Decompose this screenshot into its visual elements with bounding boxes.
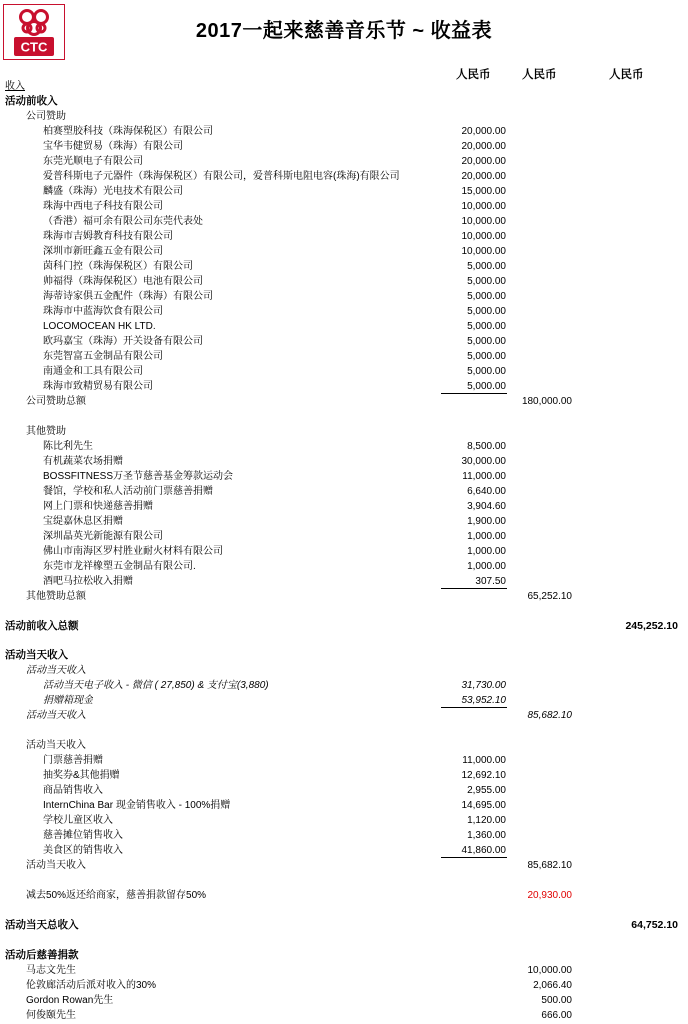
item-amount: 6,640.00	[467, 486, 506, 497]
list-item	[0, 514, 688, 529]
item-amount: 20,000.00	[461, 171, 506, 182]
item-amount: 1,000.00	[467, 561, 506, 572]
item-name: 门票慈善捐赠	[43, 755, 103, 766]
list-item	[0, 798, 688, 813]
list-item	[0, 469, 688, 484]
item-amount: 30,000.00	[461, 456, 506, 467]
item-name: 宝华韦健贸易（珠海）有限公司	[43, 141, 183, 152]
item-name: 美食区的销售收入	[43, 845, 123, 856]
total-amount: 180,000.00	[521, 396, 572, 407]
deduction-row	[0, 888, 688, 903]
item-name: 东莞光顺电子有限公司	[43, 156, 143, 167]
list-item	[0, 334, 688, 349]
item-name: BOSSFITNESS万圣节慈善基金筹款运动会	[43, 471, 234, 482]
item-amount: 11,000.00	[462, 471, 506, 482]
item-amount: 8,500.00	[467, 441, 506, 452]
list-item	[0, 259, 688, 274]
other-heading-row	[0, 424, 688, 439]
item-amount: 5,000.00	[467, 276, 506, 287]
item-amount: 5,000.00	[467, 321, 506, 332]
list-item	[0, 1008, 688, 1023]
item-amount: 500.00	[541, 995, 572, 1006]
list-item	[0, 349, 688, 364]
list-item	[0, 828, 688, 843]
total-label: 活动当天收入	[26, 860, 86, 871]
item-amount: 20,000.00	[461, 141, 506, 152]
list-item	[0, 454, 688, 469]
grand-total-label: 活动前收入总额	[5, 620, 79, 632]
list-item	[0, 229, 688, 244]
post-event-heading-row	[0, 948, 688, 963]
list-item	[0, 783, 688, 798]
list-item	[0, 244, 688, 259]
logo-text: CTC	[20, 39, 48, 55]
list-item	[0, 693, 688, 708]
item-name: 何俊颐先生	[26, 1010, 76, 1021]
item-name: 学校儿童区收入	[43, 815, 113, 826]
item-name: 深圳晶英光新能源有限公司	[43, 531, 163, 542]
section-heading: 活动前收入	[5, 95, 58, 107]
event-day-group-total-row	[0, 858, 688, 873]
item-amount: 5,000.00	[467, 336, 506, 347]
item-name: 捐赠箱现金	[43, 695, 93, 706]
grand-total-label: 活动当天总收入	[5, 919, 79, 931]
list-item	[0, 529, 688, 544]
item-amount: 5,000.00	[467, 306, 506, 317]
item-amount: 10,000.00	[461, 201, 506, 212]
item-name: 陈比利先生	[43, 441, 93, 452]
item-name: 爱普科斯电子元器件（珠海保税区）有限公司，爱普科斯电阻电容(珠海)有限公司	[43, 171, 400, 182]
list-item	[0, 199, 688, 214]
item-name: 珠海市吉姆教育科技有限公司	[43, 231, 173, 242]
list-item	[0, 963, 688, 978]
item-amount: 1,900.00	[467, 516, 506, 527]
item-amount: 41,860.00	[461, 845, 506, 856]
item-name: LOCOMOCEAN HK LTD.	[43, 321, 156, 332]
item-name: 宝缇嘉休息区捐赠	[43, 516, 123, 527]
item-amount: 5,000.00	[467, 261, 506, 272]
grand-total-amount: 245,252.10	[625, 620, 678, 632]
list-item	[0, 169, 688, 184]
subsection-heading: 其他赞助	[26, 426, 66, 437]
column-header-1: 人民币	[456, 69, 491, 81]
item-amount: 10,000.00	[461, 231, 506, 242]
income-label: 收入	[5, 81, 25, 92]
list-item	[0, 993, 688, 1008]
item-name: 佛山市南海区罗村胜业耐火材料有限公司	[43, 546, 223, 557]
item-name: 东莞智富五金制品有限公司	[43, 351, 163, 362]
item-amount: 3,904.60	[467, 501, 506, 512]
other-total-row	[0, 589, 688, 604]
item-name: 珠海市致精贸易有限公司	[43, 381, 153, 392]
event-day-italic-total-row	[0, 708, 688, 723]
list-item	[0, 379, 688, 394]
list-item	[0, 978, 688, 993]
list-item	[0, 124, 688, 139]
list-item	[0, 274, 688, 289]
item-amount: 1,000.00	[467, 531, 506, 542]
section-heading: 活动当天收入	[5, 649, 68, 661]
column-header-3: 人民币	[609, 69, 644, 81]
item-name: 马志文先生	[26, 965, 76, 976]
item-amount: 2,955.00	[467, 785, 506, 796]
list-item	[0, 364, 688, 379]
item-amount: 1,120.00	[467, 815, 506, 826]
subsection-heading: 活动当天收入	[26, 665, 86, 676]
event-day-heading-row	[0, 648, 688, 663]
item-amount: 10,000.00	[527, 965, 572, 976]
item-amount: 10,000.00	[461, 216, 506, 227]
item-name: 有机蔬菜农场捐赠	[43, 456, 123, 467]
corporate-heading-row	[0, 109, 688, 124]
item-name: InternChina Bar 现金销售收入 - 100%捐赠	[43, 800, 231, 811]
corporate-total-row	[0, 394, 688, 409]
event-day-grand-total-row	[0, 918, 688, 933]
item-name: 海蒂诗家俱五金配件（珠海）有限公司	[43, 291, 213, 302]
page-title: 2017一起来慈善音乐节 ~ 收益表	[195, 20, 493, 42]
item-amount: 31,730.00	[461, 680, 506, 691]
list-item	[0, 544, 688, 559]
item-amount: 5,000.00	[467, 381, 506, 392]
item-name: 欧玛嘉宝（珠海）开关设备有限公司	[43, 336, 203, 347]
column-header-2: 人民币	[522, 69, 557, 81]
list-item	[0, 574, 688, 589]
item-amount: 11,000.00	[462, 755, 506, 766]
list-item	[0, 768, 688, 783]
list-item	[0, 753, 688, 768]
item-amount: 5,000.00	[467, 291, 506, 302]
item-name: 慈善摊位销售收入	[43, 830, 123, 841]
item-amount: 14,695.00	[461, 800, 506, 811]
item-amount: 12,692.10	[461, 770, 506, 781]
item-amount: 20,000.00	[461, 156, 506, 167]
section-heading: 活动后慈善捐款	[5, 949, 79, 961]
item-name: 柏赛塑胶科技（珠海保税区）有限公司	[43, 126, 213, 137]
list-item	[0, 289, 688, 304]
item-amount: 307.50	[475, 576, 506, 587]
item-name: （香港）福可余有限公司东莞代表处	[43, 216, 203, 227]
event-day-group-heading-row	[0, 738, 688, 753]
list-item	[0, 154, 688, 169]
item-name: 珠海市中蓝海饮食有限公司	[43, 306, 163, 317]
list-item	[0, 843, 688, 858]
item-amount: 10,000.00	[461, 246, 506, 257]
list-item	[0, 499, 688, 514]
deduction-label: 减去50%返还给商家，慈善捐款留存50%	[26, 890, 207, 901]
list-item	[0, 319, 688, 334]
list-item	[0, 214, 688, 229]
item-amount: 2,066.40	[533, 980, 572, 991]
item-name: 抽奖券&其他捐赠	[43, 770, 120, 781]
item-amount: 1,360.00	[467, 830, 506, 841]
item-name: 麟盛（珠海）光电技术有限公司	[43, 186, 183, 197]
total-amount: 85,682.10	[527, 860, 572, 871]
total-amount: 65,252.10	[527, 591, 572, 602]
list-item	[0, 484, 688, 499]
list-item	[0, 678, 688, 693]
item-amount: 666.00	[541, 1010, 572, 1021]
item-name: 餐馆，学校和私人活动前门票慈善捐赠	[43, 486, 213, 497]
list-item	[0, 184, 688, 199]
event-day-italic-heading-row	[0, 663, 688, 678]
item-name: 南通金和工具有限公司	[43, 366, 143, 377]
pre-event-heading-row	[0, 94, 688, 109]
item-name: 商品销售收入	[43, 785, 103, 796]
item-amount: 15,000.00	[461, 186, 506, 197]
deduction-amount: 20,930.00	[527, 890, 572, 901]
subsection-heading: 公司赞助	[26, 111, 66, 122]
item-name: 帅福得（珠海保税区）电池有限公司	[43, 276, 203, 287]
total-label: 其他赞助总额	[26, 591, 86, 602]
item-name: 活动当天电子收入 - 微信 ( 27,850) & 支付宝(3,880)	[43, 680, 269, 691]
item-name: 茵科门控（珠海保税区）有限公司	[43, 261, 193, 272]
list-item	[0, 304, 688, 319]
total-amount: 85,682.10	[527, 710, 572, 721]
item-name: Gordon Rowan先生	[26, 995, 114, 1006]
list-item	[0, 139, 688, 154]
item-name: 酒吧马拉松收入捐赠	[43, 576, 133, 587]
list-item	[0, 559, 688, 574]
item-amount: 1,000.00	[467, 546, 506, 557]
subsection-heading: 活动当天收入	[26, 740, 86, 751]
item-amount: 20,000.00	[461, 126, 506, 137]
item-name: 东莞市龙祥橡塑五金制品有限公司.	[43, 561, 196, 572]
total-label: 活动当天收入	[26, 710, 86, 721]
item-name: 珠海中西电子科技有限公司	[43, 201, 163, 212]
total-label: 公司赞助总额	[26, 396, 86, 407]
item-name: 深圳市新旺鑫五金有限公司	[43, 246, 163, 257]
income-label-row	[0, 79, 688, 94]
list-item	[0, 813, 688, 828]
grand-total-amount: 64,752.10	[631, 919, 678, 931]
item-amount: 5,000.00	[467, 351, 506, 362]
item-name: 伦敦廊活动后派对收入的30%	[26, 980, 157, 991]
item-name: 网上门票和快递慈善捐赠	[43, 501, 153, 512]
item-amount: 5,000.00	[467, 366, 506, 377]
pre-event-grand-total-row	[0, 619, 688, 634]
item-amount: 53,952.10	[461, 695, 506, 706]
list-item	[0, 439, 688, 454]
